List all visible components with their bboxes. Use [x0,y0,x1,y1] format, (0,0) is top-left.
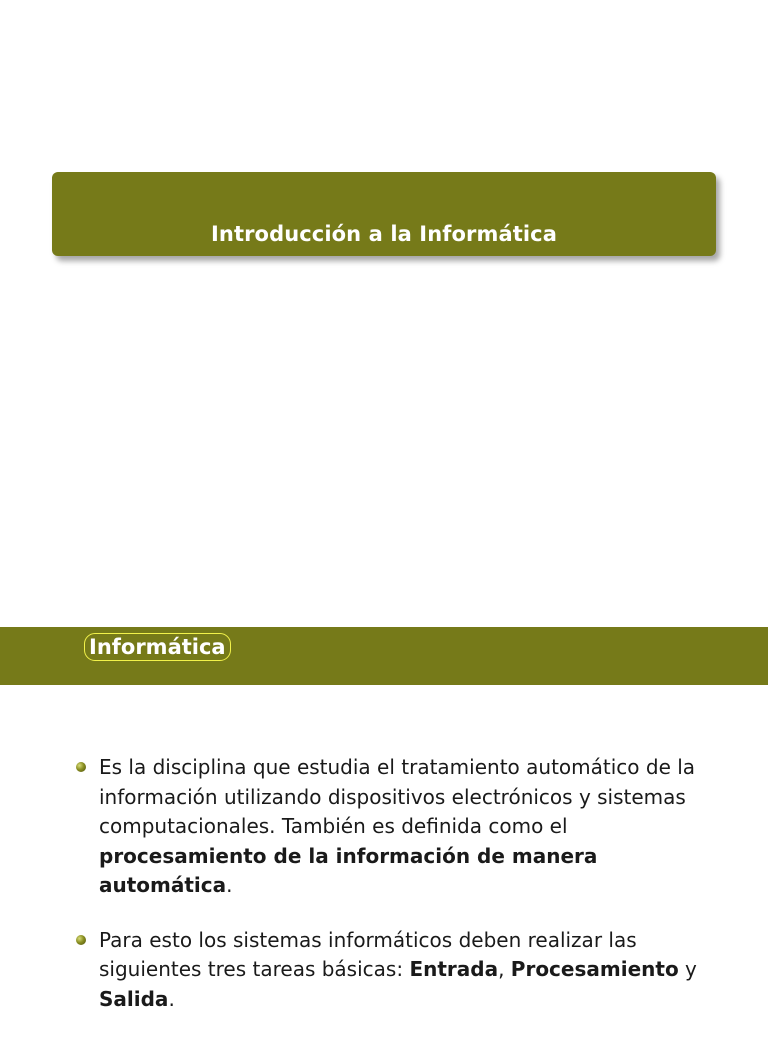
frame-title-band [0,627,768,685]
bullet-separator: , [498,957,511,981]
bullet-bold-procesamiento: Procesamiento [510,957,679,981]
bullet-end: . [226,873,233,897]
bullet-separator: y [678,957,697,981]
bullet-bold-text: procesamiento de la información de manera automática [99,843,598,897]
slide-title: Introducción a la Informática [210,222,557,246]
bullet-bold-salida: Salida [99,986,169,1011]
title-box [52,172,716,256]
bullet-end: . [168,986,175,1011]
bullet-icon [76,762,86,772]
frame-title-tag: Informática [84,633,231,661]
bullet-text: Para esto los sistemas informáticos deben realizar las siguientes tres tareas básicas: [99,927,637,981]
bullet-icon [76,935,86,945]
bullet-item [76,926,716,1015]
bullet-text: Es la disciplina que estudia el tratamiento automático de la información utilizando dispositivos electrónicos y sistemas computacionales. También es definida como el [99,755,696,838]
bullet-bold-entrada: Entrada [409,957,499,981]
bullet-item [76,753,716,901]
bullet-list [76,753,716,1039]
